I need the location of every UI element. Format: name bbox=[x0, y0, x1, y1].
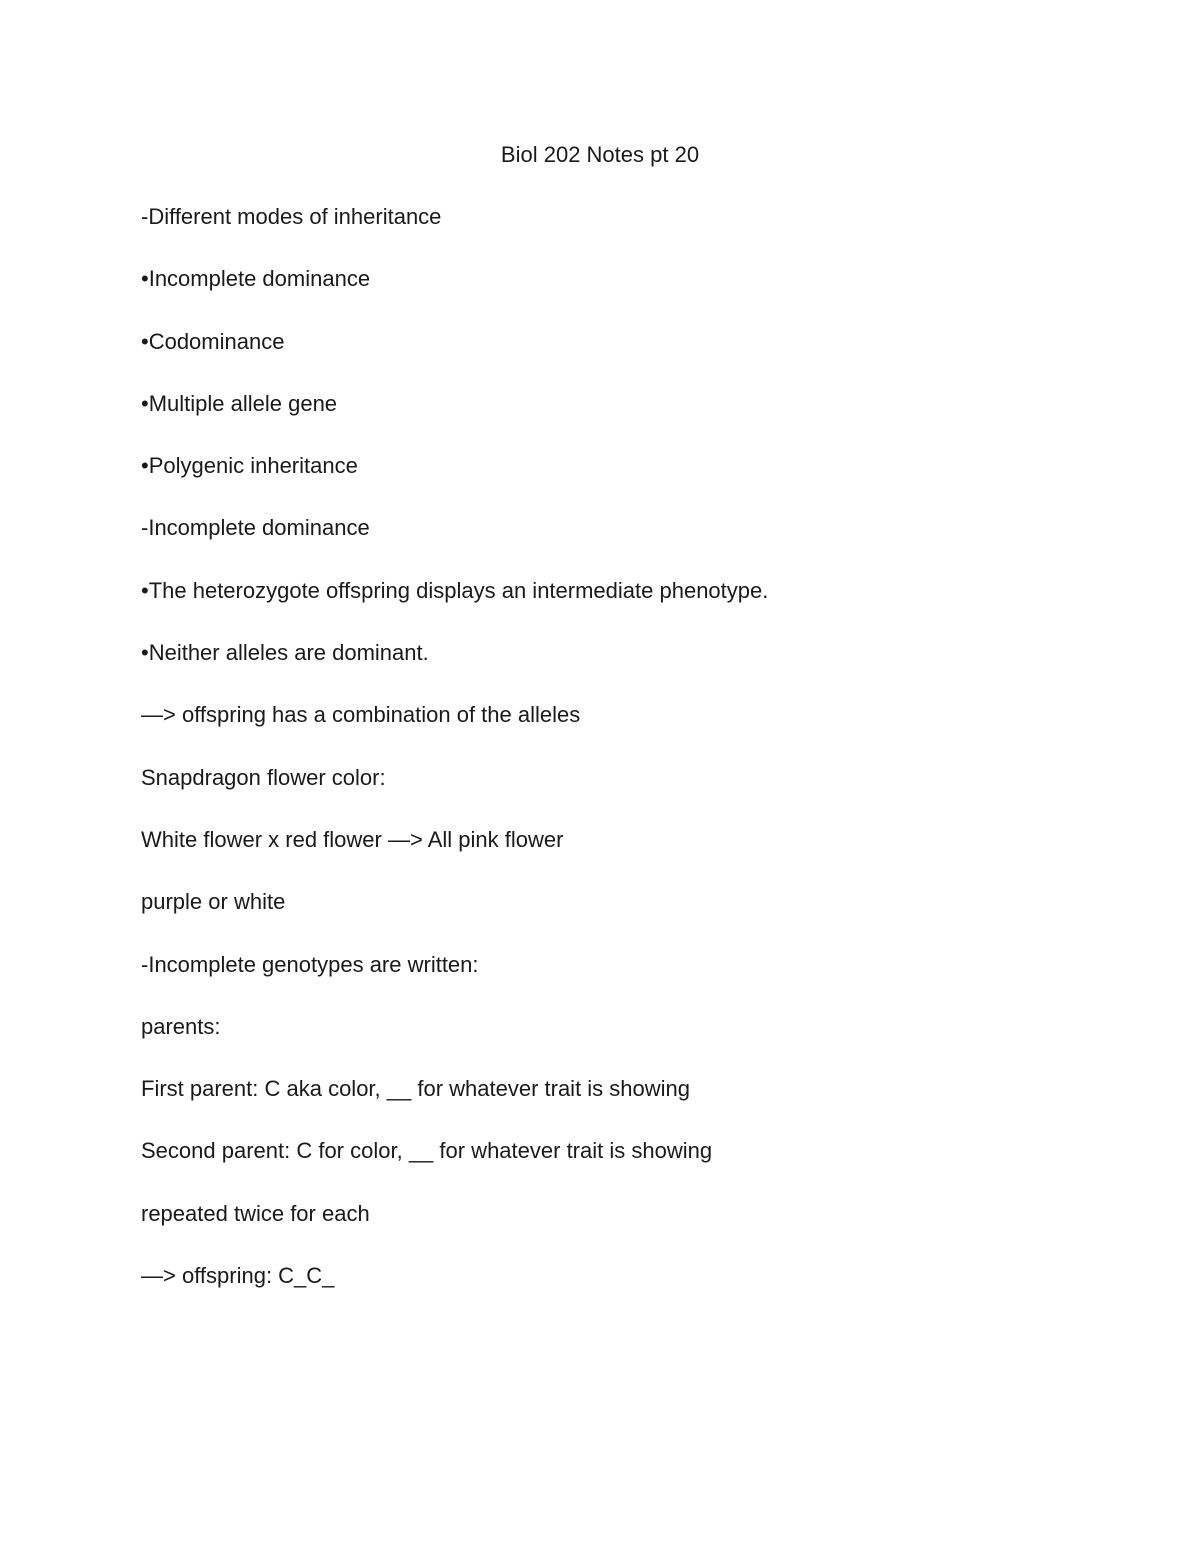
note-line: parents: bbox=[141, 1013, 221, 1039]
note-line: —> offspring: C_C_ bbox=[141, 1263, 335, 1289]
note-line: •Incomplete dominance bbox=[141, 266, 371, 292]
note-line: •Polygenic inheritance bbox=[141, 453, 358, 479]
note-line: First parent: C aka color, __ for whatever trait is showing bbox=[141, 1076, 691, 1102]
note-line: -Incomplete genotypes are written: bbox=[141, 951, 479, 977]
note-line: •Codominance bbox=[141, 328, 285, 354]
page-title: Biol 202 Notes pt 20 bbox=[500, 142, 700, 167]
note-line: •Neither alleles are dominant. bbox=[141, 640, 429, 666]
note-lines bbox=[141, 202, 1141, 1323]
note-line: repeated twice for each bbox=[141, 1200, 370, 1226]
note-line: purple or white bbox=[141, 889, 286, 915]
note-line: -Different modes of inheritance bbox=[141, 204, 442, 229]
note-line: -Incomplete dominance bbox=[141, 515, 370, 541]
note-line: •The heterozygote offspring displays an intermediate phenotype. bbox=[141, 577, 769, 603]
note-line: •Multiple allele gene bbox=[141, 390, 338, 416]
note-line: —> offspring has a combination of the alleles bbox=[141, 702, 581, 728]
note-line: Snapdragon flower color: bbox=[141, 764, 386, 790]
note-line: White flower x red flower —> All pink flower bbox=[141, 826, 564, 852]
note-line: Second parent: C for color, __ for whatever trait is showing bbox=[141, 1138, 713, 1164]
